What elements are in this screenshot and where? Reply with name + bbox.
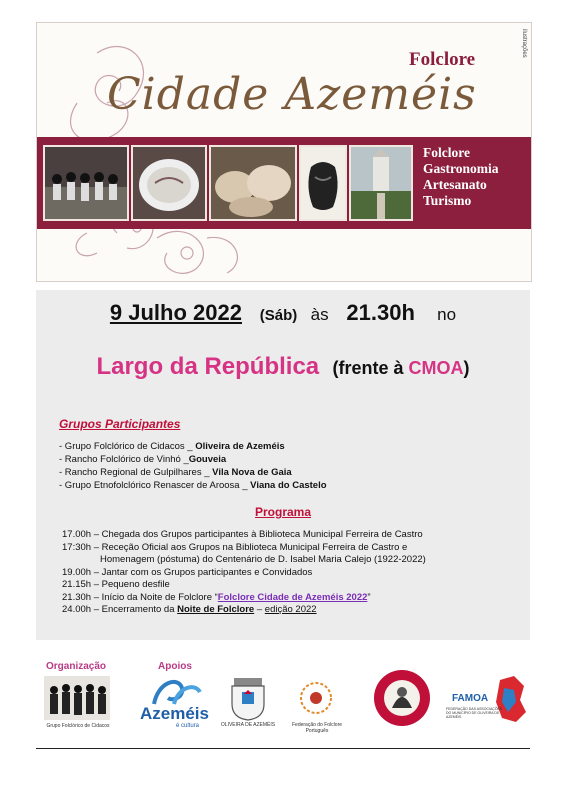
theme-turismo: Turismo: [423, 193, 472, 208]
seal-logo-icon: [372, 668, 432, 728]
event-name-link[interactable]: Folclore Cidade de Azeméis 2022: [217, 591, 368, 603]
group-name: - Grupo Folclórico de Cidacos _: [59, 441, 196, 452]
famoa-text: FAMOA: [452, 693, 489, 704]
list-item: [59, 453, 327, 466]
photo-soup-bowl: [131, 145, 207, 221]
theme-artesanato: Artesanato: [423, 177, 487, 192]
organizer-photo: [44, 676, 110, 720]
title-folclore: Folclore: [409, 49, 476, 70]
event-venue: Largo da República: [96, 353, 320, 380]
list-item: [59, 440, 327, 453]
program-text: 21.30h – Início da Noite de Folclore “: [62, 591, 218, 603]
list-item: [59, 466, 327, 479]
program-text: –: [254, 604, 265, 615]
event-time: 21.30h: [346, 300, 415, 325]
program-line: [62, 592, 462, 605]
venue-post: ): [463, 358, 470, 378]
crest-caption: OLIVEIRA DE AZEMÉIS: [220, 722, 276, 728]
programa-list: [62, 529, 462, 617]
programa-title: Programa: [254, 505, 312, 519]
federacao-logo-icon: [298, 680, 334, 716]
group-name: - Rancho Folclórico de Vinhó _: [59, 454, 189, 465]
program-line: 21.15h – Pequeno desfile: [62, 579, 170, 590]
group-place: Gouveia: [188, 454, 227, 465]
program-text: ”: [367, 591, 371, 603]
event-as: às: [310, 305, 329, 324]
edicao: edição 2022: [264, 604, 317, 615]
group-name: - Rancho Regional de Gulpilhares _: [59, 467, 213, 478]
event-no: no: [437, 305, 457, 324]
venue-pre: (frente à: [332, 358, 409, 378]
famoa-caption: FEDERAÇÃO DAS ASSOCIAÇÕES DO MUNICÍPIO DE OLIVEIRA DE AZEMÉIS: [446, 707, 503, 719]
title-cidade-azemeis: Cidade Azeméis: [107, 69, 477, 120]
program-text: 24.00h – Encerramento da: [62, 604, 178, 615]
event-venue-line: [0, 353, 566, 381]
grupos-list: [59, 440, 327, 492]
photo-band: [37, 137, 531, 229]
theme-folclore: Folclore: [423, 145, 470, 160]
photo-church-garden: [349, 145, 413, 221]
vertical-credit: ilustrações: [521, 29, 527, 58]
organizer-caption: Grupo Folclórico de Cidacos: [46, 723, 110, 729]
organizacao-label: Organização: [46, 661, 107, 672]
apoios-label: Apoios: [158, 661, 192, 672]
event-weekday: (Sáb): [259, 307, 298, 324]
bottom-divider: [36, 748, 530, 749]
azemeis-logo-text: Azeméis: [140, 704, 209, 723]
event-date-line: [0, 300, 566, 326]
themes-list: [423, 145, 499, 209]
grupos-title: Grupos Participantes: [59, 417, 181, 431]
group-place: Oliveira de Azeméis: [195, 441, 285, 452]
group-place: Viana do Castelo: [250, 480, 327, 491]
group-name: - Grupo Etnofolclórico Renascer de Aroosa _: [59, 480, 251, 491]
theme-gastronomia: Gastronomia: [423, 161, 499, 176]
noite-folclore: Noite de Folclore: [177, 604, 255, 615]
federacao-caption: Federação do Folclore Português: [291, 722, 343, 734]
program-line: 19.00h – Jantar com os Grupos participantes e Convidados: [62, 566, 313, 578]
program-line: 17:30h – Receção Oficial aos Grupos na Biblioteca Municipal Ferreira de Castro e: [62, 541, 408, 553]
municipal-crest-icon: [228, 676, 268, 722]
azemeis-logo-sub: é cultura: [176, 723, 200, 729]
program-line: [62, 604, 462, 617]
photo-pottery: [299, 145, 347, 221]
photo-bread: [209, 145, 297, 221]
program-line: 17.00h – Chegada dos Grupos participantes à Biblioteca Municipal Ferreira de Castro: [62, 529, 423, 540]
header-banner: [36, 22, 532, 282]
list-item: [59, 479, 327, 492]
photo-folk-group: [43, 145, 129, 221]
azemeis-logo-icon: [148, 676, 206, 706]
group-place: Vila Nova de Gaia: [212, 467, 292, 478]
program-line: Homenagem (póstuma) do Centenário de D. Isabel Maria Calejo (1922-2022): [100, 554, 426, 565]
event-date: 9 Julho 2022: [109, 300, 242, 325]
venue-cmoa: CMOA: [408, 358, 464, 378]
